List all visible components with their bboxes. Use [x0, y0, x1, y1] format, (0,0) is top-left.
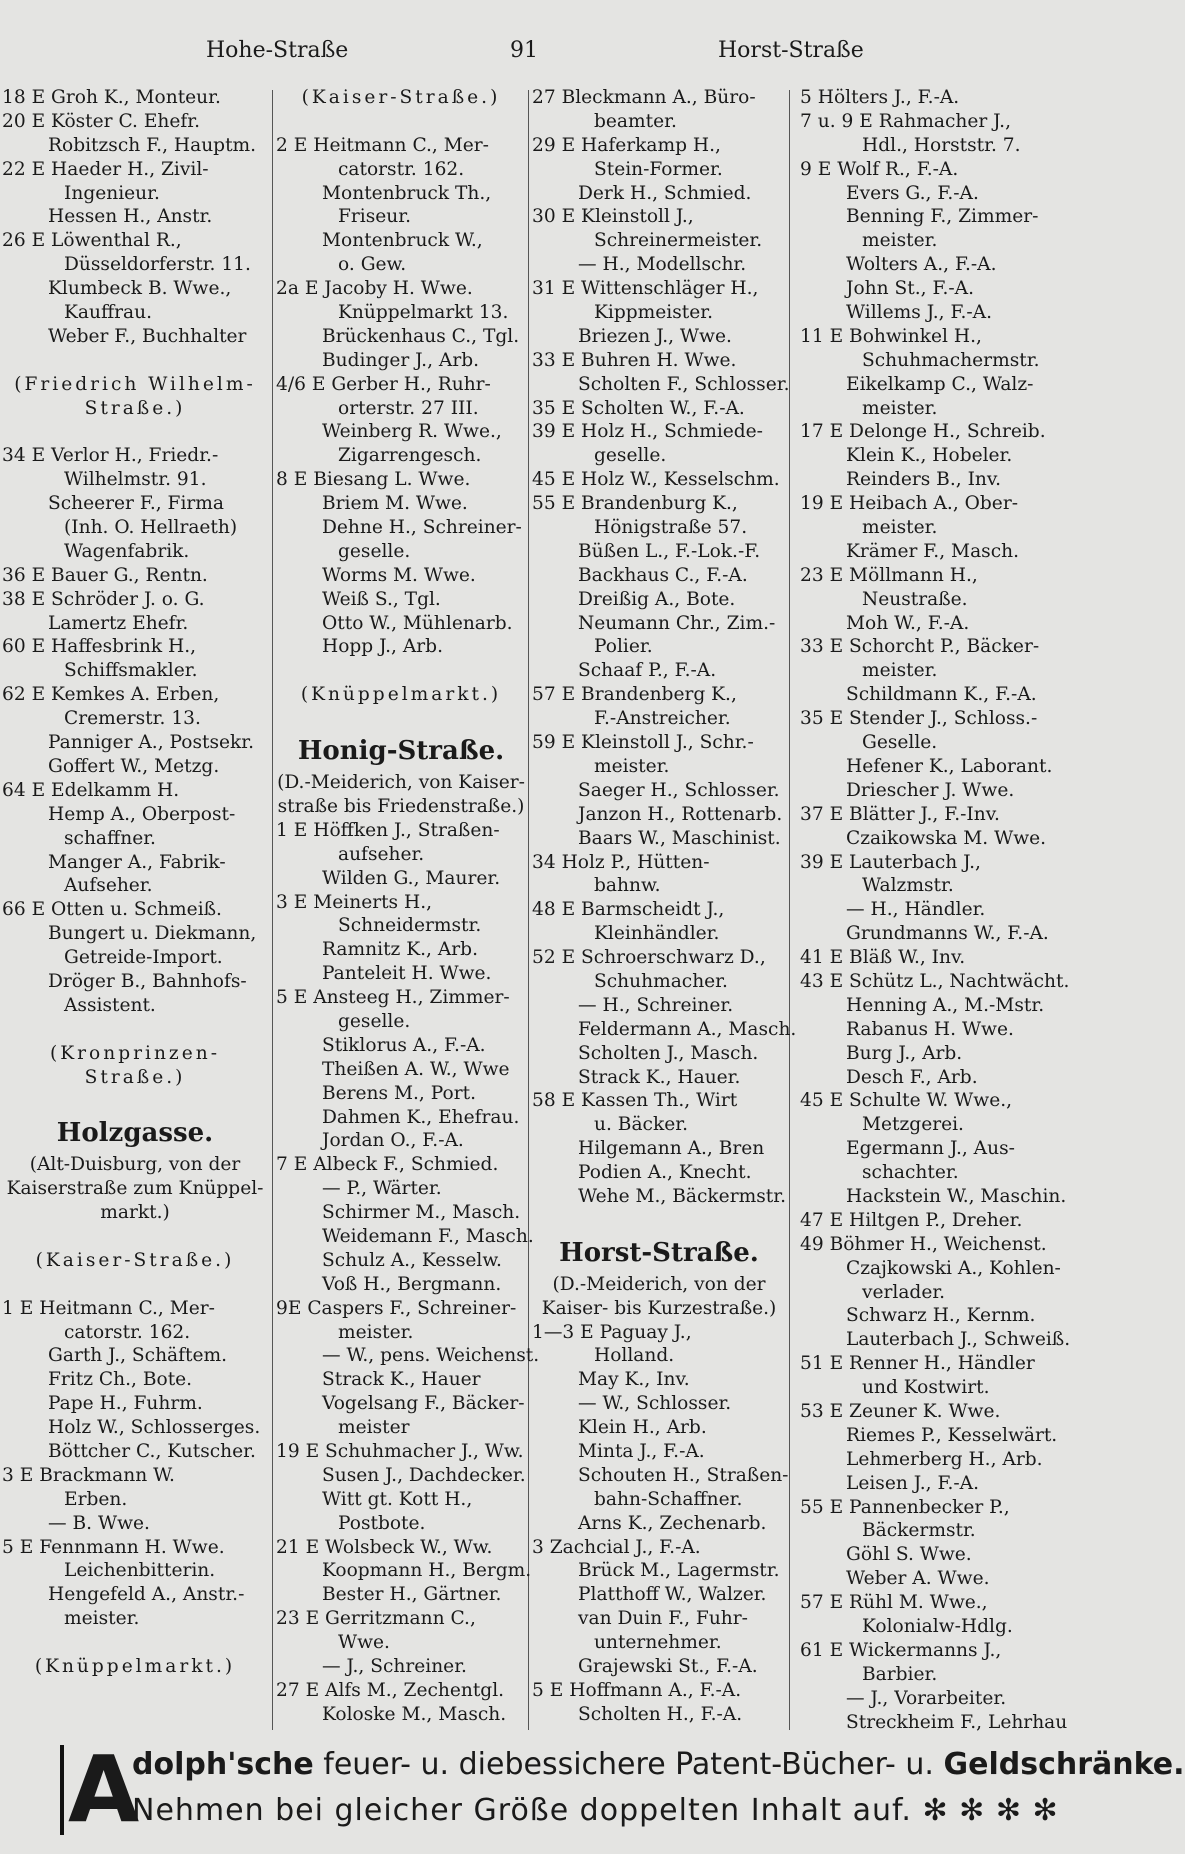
- directory-entry: Getreide-Import.: [64, 947, 223, 969]
- directory-entry: 26 E Löwenthal R.,: [2, 230, 182, 252]
- directory-entry: Schirmer M., Masch.: [322, 1202, 521, 1224]
- directory-entry: Czajkowski A., Kohlen-: [846, 1257, 1061, 1279]
- directory-entry: Moh W., F.-A.: [846, 612, 970, 634]
- directory-entry: 1 E Heitmann C., Mer-: [2, 1297, 215, 1319]
- directory-entry: 38 E Schröder J. o. G.: [2, 588, 205, 610]
- directory-entry: Briem M. Wwe.: [322, 493, 468, 515]
- directory-entry: Hönigstraße 57.: [594, 517, 748, 539]
- directory-entry: Lauterbach J., Schweiß.: [846, 1329, 1071, 1351]
- directory-entry: Panniger A., Postsekr.: [48, 732, 255, 754]
- directory-entry: Brück M., Lagermstr.: [578, 1560, 780, 1582]
- directory-entry: Wehe M., Bäckermstr.: [578, 1185, 786, 1207]
- header-left-street: Hohe-Straße: [206, 38, 349, 63]
- directory-entry: 3 E Meinerts H.,: [276, 891, 433, 913]
- directory-entry: aufseher.: [338, 843, 425, 865]
- directory-entry: 66 E Otten u. Schmeiß.: [2, 899, 222, 921]
- street-description: markt.): [100, 1202, 170, 1224]
- directory-entry: — B. Wwe.: [48, 1512, 150, 1534]
- directory-entry: Eikelkamp C., Walz-: [846, 373, 1034, 395]
- directory-entry: Platthoff W., Walzer.: [578, 1584, 767, 1606]
- directory-entry: 18 E Groh K., Monteur.: [2, 87, 221, 108]
- directory-entry: Wagenfabrik.: [64, 540, 190, 562]
- directory-entry: Klumbeck B. Wwe.,: [48, 278, 232, 300]
- cross-street-label: Straße.): [84, 397, 186, 419]
- ad-company-name: dolph'sche: [132, 1747, 314, 1782]
- header-right-street: Horst-Straße: [718, 38, 864, 63]
- directory-entry: 2a E Jacoby H. Wwe.: [276, 278, 473, 300]
- directory-entry: Stiklorus A., F.-A.: [322, 1034, 486, 1056]
- directory-entry: Czaikowska M. Wwe.: [846, 827, 1047, 849]
- directory-entry: Neumann Chr., Zim.-: [578, 612, 776, 634]
- directory-entry: Dreißig A., Bote.: [578, 588, 736, 610]
- directory-entry: Schuhmacher.: [594, 970, 728, 992]
- street-description: (Alt-Duisburg, von der: [29, 1154, 241, 1176]
- directory-entry: Neustraße.: [862, 588, 968, 610]
- directory-entry: 62 E Kemkes A. Erben,: [2, 684, 220, 706]
- directory-entry: Dehne H., Schreiner-: [322, 517, 522, 539]
- directory-entry: Desch F., Arb.: [846, 1066, 978, 1088]
- directory-entry: Manger A., Fabrik-: [48, 851, 226, 873]
- directory-entry: Backhaus C., F.-A.: [578, 564, 748, 586]
- directory-entry: Worms M. Wwe.: [322, 564, 476, 586]
- directory-entry: Berens M., Port.: [322, 1082, 476, 1104]
- directory-entry: Grajewski St., F.-A.: [578, 1656, 758, 1677]
- directory-entry: Reinders B., Inv.: [846, 469, 1002, 491]
- directory-entry: Strack K., Hauer: [322, 1369, 481, 1391]
- directory-entry: Böttcher C., Kutscher.: [48, 1440, 256, 1462]
- directory-entry: 1—3 E Paguay J.,: [532, 1321, 692, 1343]
- street-description: (D.-Meiderich, von Kaiser-: [277, 772, 525, 794]
- directory-entry: 21 E Wolsbeck W., Ww.: [276, 1536, 493, 1558]
- directory-entry: meister.: [862, 660, 938, 682]
- directory-entry: 27 Bleckmann A., Büro-: [532, 87, 756, 108]
- directory-entry: Burg J., Arb.: [846, 1042, 963, 1064]
- directory-entry: schaffner.: [64, 827, 156, 849]
- directory-entry: Hessen H., Anstr.: [48, 206, 213, 228]
- directory-entry: — H., Händler.: [846, 899, 986, 921]
- directory-entry: Dahmen K., Ehefrau.: [322, 1106, 520, 1128]
- directory-entry: 49 Böhmer H., Weichenst.: [800, 1233, 1047, 1255]
- directory-entry: Weber F., Buchhalter: [48, 325, 247, 347]
- directory-entry: 35 E Stender J., Schloss.-: [800, 708, 1038, 730]
- directory-entry: Schulz A., Kesselw.: [322, 1249, 502, 1271]
- directory-entry: Pape H., Fuhrm.: [48, 1393, 203, 1415]
- directory-entry: meister: [338, 1417, 410, 1439]
- directory-entry: Leichenbitterin.: [64, 1560, 216, 1582]
- directory-entry: Otto W., Mühlenarb.: [322, 612, 513, 634]
- directory-entry: — H., Schreiner.: [578, 994, 734, 1016]
- directory-entry: Schaaf P., F.-A.: [578, 660, 717, 682]
- directory-entry: Jordan O., F.-A.: [322, 1130, 464, 1152]
- directory-entry: Panteleit H. Wwe.: [322, 963, 492, 985]
- street-heading: Holzgasse.: [56, 1118, 214, 1149]
- directory-entry: Grundmanns W., F.-A.: [846, 923, 1049, 945]
- directory-entry: 9E Caspers F., Schreiner-: [276, 1297, 517, 1319]
- directory-entry: 48 E Barmscheidt J.,: [532, 899, 725, 921]
- directory-entry: Driescher J. Wwe.: [846, 779, 1015, 801]
- directory-entry: 7 E Albeck F., Schmied.: [276, 1154, 499, 1176]
- directory-entry: 9 E Wolf R., F.-A.: [800, 158, 959, 180]
- directory-entry: 33 E Buhren H. Wwe.: [532, 349, 737, 371]
- street-description: (D.-Meiderich, von der: [552, 1273, 766, 1295]
- directory-entry: Leisen J., F.-A.: [846, 1472, 980, 1494]
- directory-entry: 59 E Kleinstoll J., Schr.-: [532, 732, 754, 754]
- directory-entry: 4/6 E Gerber H., Ruhr-: [276, 373, 491, 395]
- directory-entry: 37 E Blätter J., F.-Inv.: [800, 803, 1000, 825]
- directory-entry: Hengefeld A., Anstr.-: [48, 1584, 245, 1606]
- directory-entry: 53 E Zeuner K. Wwe.: [800, 1400, 1001, 1422]
- directory-entry: Wilhelmstr. 91.: [64, 469, 207, 491]
- directory-entry: Holland.: [594, 1345, 675, 1367]
- directory-entry: Wilden G., Maurer.: [322, 867, 501, 889]
- advertisement-footer: [60, 1736, 1185, 1845]
- directory-entry: schachter.: [862, 1162, 959, 1184]
- directory-entry: Stein-Former.: [594, 158, 723, 180]
- directory-entry: 33 E Schorcht P., Bäcker-: [800, 636, 1040, 658]
- directory-entry: 3 Zachcial J., F.-A.: [532, 1536, 701, 1558]
- spacer: [2, 349, 268, 373]
- directory-entry: Scholten H., F.-A.: [578, 1703, 743, 1725]
- directory-entry: Henning A., M.-Mstr.: [846, 994, 1045, 1016]
- directory-entry: meister.: [862, 397, 938, 419]
- spacer: [2, 1631, 268, 1655]
- directory-entry: F.-Anstreicher.: [594, 708, 731, 730]
- street-heading: Honig-Straße.: [297, 736, 505, 767]
- directory-entry: Susen J., Dachdecker.: [322, 1464, 526, 1486]
- directory-entry: unternehmer.: [594, 1632, 722, 1654]
- directory-entry: Schouten H., Straßen-: [578, 1464, 789, 1486]
- directory-entry: meister.: [594, 755, 670, 777]
- directory-entry: Brückenhaus C., Tgl.: [322, 325, 520, 347]
- directory-entry: 57 E Brandenberg K.,: [532, 684, 737, 706]
- cross-street-label: (Knüppelmarkt.): [34, 1656, 236, 1677]
- directory-entry: — W., pens. Weichenst.: [322, 1345, 540, 1367]
- directory-entry: Riemes P., Kesselwärt.: [846, 1424, 1058, 1446]
- ad-initial-letter: A: [60, 1745, 120, 1835]
- spacer: [2, 1018, 268, 1042]
- directory-entry: May K., Inv.: [578, 1369, 690, 1391]
- directory-entry: Walzmstr.: [862, 875, 954, 897]
- directory-entry: Kauffrau.: [64, 302, 153, 324]
- directory-entry: 34 Holz P., Hütten-: [532, 851, 710, 873]
- directory-entry: Strack K., Hauer.: [578, 1066, 741, 1088]
- directory-entry: 45 E Schulte W. Wwe.,: [800, 1090, 1013, 1112]
- directory-entry: geselle.: [594, 445, 667, 467]
- directory-entry: 5 E Ansteeg H., Zimmer-: [276, 987, 510, 1009]
- directory-entry: Bungert u. Diekmann,: [48, 923, 257, 945]
- cross-street-label: (Friedrich Wilhelm-: [14, 373, 256, 395]
- directory-entry: 41 E Bläß W., Inv.: [800, 947, 966, 969]
- directory-entry: Knüppelmarkt 13.: [338, 302, 509, 324]
- directory-entry: Zigarrengesch.: [338, 445, 482, 467]
- directory-entry: Robitzsch F., Hauptm.: [48, 134, 257, 156]
- directory-entry: Schreinermeister.: [594, 230, 763, 252]
- directory-entry: Bester H., Gärtner.: [322, 1584, 502, 1606]
- directory-entry: 47 E Hiltgen P., Dreher.: [800, 1209, 1023, 1231]
- spacer: [2, 1273, 268, 1297]
- directory-entry: Lehmerberg H., Arb.: [846, 1448, 1043, 1470]
- directory-entry: 55 E Brandenburg K.,: [532, 493, 738, 515]
- directory-entry: Weber A. Wwe.: [846, 1568, 990, 1590]
- directory-entry: Saeger H., Schlosser.: [578, 779, 780, 801]
- street-description: straße bis Friedenstraße.): [277, 795, 525, 817]
- directory-entry: 1 E Höffken J., Straßen-: [276, 819, 500, 841]
- directory-entry: 60 E Haffesbrink H.,: [2, 636, 197, 658]
- directory-entry: Erben.: [64, 1488, 128, 1510]
- directory-entry: Baars W., Maschinist.: [578, 827, 781, 849]
- directory-entry: — W., Schlosser.: [578, 1393, 732, 1415]
- cross-street-label: Straße.): [84, 1066, 186, 1088]
- directory-entry: Metzgerei.: [862, 1114, 964, 1136]
- directory-entry: Schildmann K., F.-A.: [846, 684, 1037, 706]
- cross-street-label: (Kaiser-Straße.): [35, 1249, 235, 1271]
- directory-entry: 39 E Lauterbach J.,: [800, 851, 981, 873]
- directory-entry: 61 E Wickermanns J.,: [800, 1639, 1002, 1661]
- directory-entry: bahn-Schaffner.: [594, 1488, 743, 1510]
- ad-line-1: [132, 1747, 1185, 1782]
- directory-entry: Holz W., Schlosserges.: [48, 1417, 261, 1439]
- directory-entry: Büßen L., F.-Lok.-F.: [578, 540, 761, 562]
- ad-line-1-middle: feuer- u. diebessichere Patent-Bücher- u.: [313, 1747, 944, 1782]
- directory-entry: Podien A., Knecht.: [578, 1162, 752, 1184]
- column-2: [276, 86, 540, 1727]
- directory-entry: Krämer F., Masch.: [846, 540, 1019, 562]
- spacer: [276, 110, 526, 134]
- directory-entry: Göhl S. Wwe.: [846, 1544, 972, 1566]
- directory-entry: Willems J., F.-A.: [846, 302, 992, 324]
- directory-entry: Weiß S., Tgl.: [322, 588, 441, 610]
- directory-entry: 34 E Verlor H., Friedr.-: [2, 445, 219, 467]
- street-description: Kaiser- bis Kurzestraße.): [541, 1297, 777, 1319]
- spacer: [276, 659, 526, 683]
- directory-entry: — P., Wärter.: [322, 1178, 442, 1200]
- directory-entry: Schneidermstr.: [338, 915, 482, 937]
- spacer: [2, 1225, 268, 1249]
- directory-entry: Hilgemann A., Bren: [578, 1138, 765, 1160]
- page-header: [0, 38, 1156, 74]
- directory-entry: Bäckermstr.: [862, 1520, 976, 1542]
- spacer: [2, 420, 268, 444]
- directory-entry: Benning F., Zimmer-: [846, 206, 1039, 228]
- column-1: [2, 86, 268, 1679]
- directory-entry: 19 E Schuhmacher J., Ww.: [276, 1440, 524, 1462]
- directory-entry: verlader.: [862, 1281, 946, 1303]
- directory-entry: Kleinhändler.: [594, 923, 720, 945]
- ad-line-2: Nehmen bei gleicher Größe doppelten Inhalt auf. ✻ ✻ ✻ ✻: [132, 1793, 1059, 1828]
- directory-entry: Barbier.: [862, 1663, 938, 1685]
- street-description: Kaiserstraße zum Knüppel-: [6, 1178, 264, 1200]
- directory-entry: 45 E Holz W., Kesselschm.: [532, 469, 780, 491]
- directory-entry: Koloske M., Masch.: [322, 1703, 507, 1725]
- page-number: 91: [510, 38, 538, 63]
- directory-entry: Koopmann H., Bergm.: [322, 1560, 532, 1582]
- directory-entry: Evers G., F.-A.: [846, 182, 979, 204]
- directory-entry: 64 E Edelkamm H.: [2, 779, 180, 801]
- cross-street-label: (Kaiser-Straße.): [301, 87, 501, 108]
- directory-entry: catorstr. 162.: [338, 158, 465, 180]
- directory-entry: bahnw.: [594, 875, 661, 897]
- directory-entry: meister.: [862, 517, 938, 539]
- directory-entry: geselle.: [338, 1010, 411, 1032]
- directory-entry: Briezen J., Wwe.: [578, 325, 732, 347]
- directory-entry: Fritz Ch., Bote.: [48, 1369, 193, 1391]
- directory-entry: Kippmeister.: [594, 302, 713, 324]
- directory-entry: Feldermann A., Masch.: [578, 1018, 797, 1040]
- directory-entry: Witt gt. Kott H.,: [322, 1488, 473, 1510]
- directory-entry: 27 E Alfs M., Zechentgl.: [276, 1679, 505, 1701]
- directory-entry: Derk H., Schmied.: [578, 182, 752, 204]
- directory-entry: 5 E Fennmann H. Wwe.: [2, 1536, 225, 1558]
- directory-entry: geselle.: [338, 540, 411, 562]
- directory-entry: Weidemann F., Masch.: [322, 1225, 534, 1247]
- directory-entry: 7 u. 9 E Rahmacher J.,: [800, 110, 1011, 132]
- directory-entry: Hemp A., Oberpost-: [48, 803, 236, 825]
- directory-entry: Goffert W., Metzg.: [48, 755, 220, 777]
- directory-entry: Janzon H., Rottenarb.: [578, 803, 783, 825]
- directory-entry: — H., Modellschr.: [578, 254, 747, 276]
- directory-entry: Hackstein W., Maschin.: [846, 1185, 1067, 1207]
- directory-entry: 17 E Delonge H., Schreib.: [800, 421, 1046, 443]
- directory-entry: — J., Schreiner.: [322, 1656, 467, 1677]
- directory-entry: Lamertz Ehefr.: [48, 612, 189, 634]
- directory-entry: Scholten J., Masch.: [578, 1042, 759, 1064]
- directory-entry: Ramnitz K., Arb.: [322, 939, 478, 961]
- directory-entry: beamter.: [594, 110, 677, 132]
- directory-entry: 36 E Bauer G., Rentn.: [2, 564, 208, 586]
- directory-entry: 19 E Heibach A., Ober-: [800, 493, 1018, 515]
- directory-entry: Klein K., Hobeler.: [846, 445, 1013, 467]
- directory-entry: meister.: [862, 230, 938, 252]
- directory-entry: 58 E Kassen Th., Wirt: [532, 1090, 738, 1112]
- directory-columns: [0, 86, 1156, 1733]
- directory-entry: u. Bäcker.: [594, 1114, 688, 1136]
- directory-entry: 30 E Kleinstoll J.,: [532, 206, 694, 228]
- directory-entry: Wolters A., F.-A.: [846, 254, 997, 276]
- directory-entry: Rabanus H. Wwe.: [846, 1018, 1014, 1040]
- ad-product: Geldschränke.: [943, 1747, 1185, 1782]
- directory-entry: Wwe.: [338, 1632, 390, 1654]
- directory-entry: 3 E Brackmann W.: [2, 1464, 175, 1486]
- directory-entry: Klein H., Arb.: [578, 1417, 707, 1439]
- directory-entry: Schuhmachermstr.: [862, 349, 1040, 371]
- directory-entry: Garth J., Schäftem.: [48, 1345, 228, 1367]
- spacer: [2, 1089, 268, 1113]
- directory-entry: Vogelsang F., Bäcker-: [322, 1393, 525, 1415]
- directory-entry: Minta J., F.-A.: [578, 1440, 705, 1462]
- directory-entry: 51 E Renner H., Händler: [800, 1353, 1035, 1375]
- directory-entry: Montenbruck Th.,: [322, 182, 492, 204]
- directory-entry: Egermann J., Aus-: [846, 1138, 1015, 1160]
- directory-entry: 20 E Köster C. Ehefr.: [2, 110, 201, 132]
- directory-entry: 57 E Rühl M. Wwe.,: [800, 1592, 988, 1614]
- directory-entry: Geselle.: [862, 732, 938, 754]
- directory-entry: 55 E Pannenbecker P.,: [800, 1496, 1010, 1518]
- directory-entry: Assistent.: [64, 994, 156, 1016]
- directory-entry: und Kostwirt.: [862, 1377, 990, 1399]
- directory-entry: Hopp J., Arb.: [322, 636, 443, 658]
- directory-entry: 5 Hölters J., F.-A.: [800, 87, 960, 108]
- directory-entry: 52 E Schroerschwarz D.,: [532, 947, 766, 969]
- street-heading: Horst-Straße.: [559, 1237, 759, 1268]
- directory-entry: Ingenieur.: [64, 182, 160, 204]
- spacer: [532, 1209, 786, 1233]
- cross-street-label: (Kronprinzen-: [50, 1042, 220, 1064]
- directory-entry: Kolonialw-Hdlg.: [862, 1616, 1013, 1637]
- directory-entry: Scheerer F., Firma: [48, 493, 225, 515]
- directory-entry: 23 E Möllmann H.,: [800, 564, 978, 586]
- directory-entry: orterstr. 27 III.: [338, 397, 479, 419]
- directory-entry: o. Gew.: [338, 254, 407, 276]
- directory-entry: 23 E Gerritzmann C.,: [276, 1608, 476, 1630]
- directory-entry: meister.: [64, 1608, 140, 1630]
- directory-entry: meister.: [338, 1321, 414, 1343]
- directory-entry: (Inh. O. Hellraeth): [64, 517, 238, 539]
- spacer: [276, 707, 526, 731]
- column-4: [800, 86, 1154, 1734]
- directory-entry: 8 E Biesang L. Wwe.: [276, 469, 471, 491]
- directory-entry: Cremerstr. 13.: [64, 708, 201, 730]
- directory-entry: Montenbruck W.,: [322, 230, 483, 252]
- directory-entry: Polier.: [594, 636, 653, 658]
- directory-entry: 5 E Hoffmann A., F.-A.: [532, 1679, 742, 1701]
- directory-entry: 29 E Haferkamp H.,: [532, 134, 721, 156]
- directory-entry: Scholten F., Schlosser.: [578, 373, 790, 395]
- directory-entry: Schiffsmakler.: [64, 660, 198, 682]
- directory-entry: Voß H., Bergmann.: [322, 1273, 502, 1295]
- directory-entry: catorstr. 162.: [64, 1321, 191, 1343]
- directory-entry: Friseur.: [338, 206, 412, 228]
- directory-entry: Budinger J., Arb.: [322, 349, 480, 371]
- directory-entry: Hdl., Horststr. 7.: [862, 134, 1021, 156]
- directory-entry: Arns K., Zechenarb.: [578, 1512, 767, 1534]
- directory-entry: 43 E Schütz L., Nachtwächt.: [800, 970, 1070, 992]
- directory-entry: Weinberg R. Wwe.,: [322, 421, 502, 443]
- directory-entry: 11 E Bohwinkel H.,: [800, 325, 982, 347]
- directory-entry: van Duin F., Fuhr-: [578, 1608, 748, 1630]
- directory-entry: 35 E Scholten W., F.-A.: [532, 397, 745, 419]
- directory-entry: Streckheim F., Lehrhau: [846, 1711, 1068, 1733]
- cross-street-label: (Knüppelmarkt.): [300, 684, 502, 706]
- directory-entry: 22 E Haeder H., Zivil-: [2, 158, 209, 180]
- directory-entry: — J., Vorarbeiter.: [846, 1687, 1007, 1709]
- directory-entry: 31 E Wittenschläger H.,: [532, 278, 759, 300]
- directory-entry: Hefener K., Laborant.: [846, 755, 1053, 777]
- directory-entry: Theißen A. W., Wwe: [322, 1058, 510, 1080]
- column-3: [532, 86, 797, 1727]
- directory-entry: Aufseher.: [64, 875, 153, 897]
- directory-entry: Dröger B., Bahnhofs-: [48, 970, 247, 992]
- directory-entry: 39 E Holz H., Schmiede-: [532, 421, 763, 443]
- directory-entry: Düsseldorferstr. 11.: [64, 254, 251, 276]
- directory-entry: 2 E Heitmann C., Mer-: [276, 134, 489, 156]
- directory-entry: Postbote.: [338, 1512, 426, 1534]
- directory-entry: John St., F.-A.: [846, 278, 974, 300]
- directory-entry: Schwarz H., Kernm.: [846, 1305, 1036, 1327]
